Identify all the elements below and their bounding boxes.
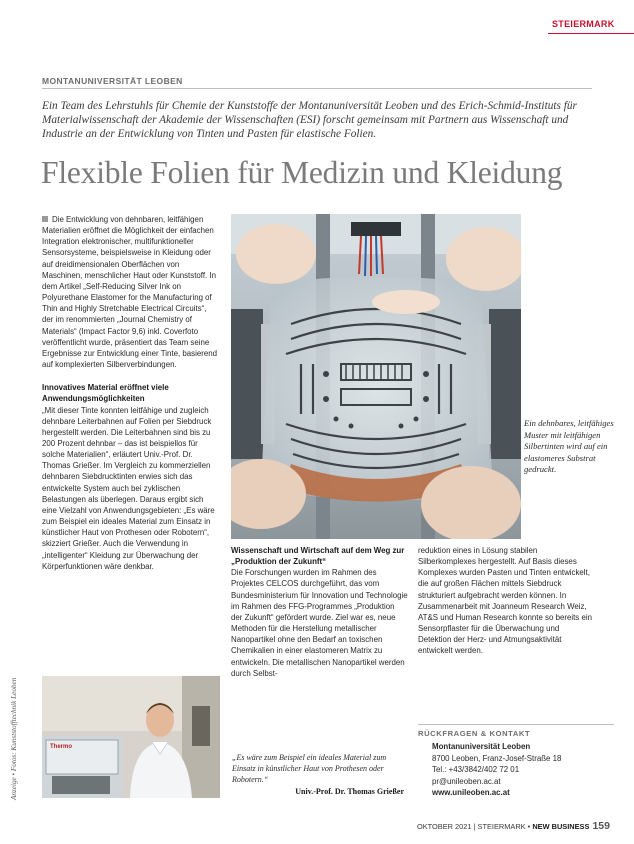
portrait-brand-label: Thermo (50, 744, 73, 750)
page-footer (417, 820, 610, 832)
body-paragraph-2: Die Forschungen wurden im Rahmen des Projektes CELCOS durchgeführt, das vom Bundesministerium für Innovation und Technologie im Rahmen des FFG-Programmes „Produktion der Zukunft“ gefördert wurde. Ziel war es, neue Methoden für die Herstellung metallischer Nanopartikel ohne den Bedarf an toxischen Chemikalien in einer elastomeren Matrix zu entwickeln. Die metallischen Nanopartikel werden durch Selbst- (231, 568, 408, 678)
footer-magazine: NEW BUSINESS (532, 822, 590, 831)
column-2 (231, 545, 408, 679)
page-number: 159 (592, 820, 610, 832)
photo-credit-text: Anzeige • Fotos: Kunststofftechnik Leoben (10, 677, 18, 800)
headline: Flexible Folien für Medizin und Kleidung (41, 155, 563, 190)
subheading-science: Wissenschaft und Wirtschaft auf dem Weg zur „Produktion der Zukunft“ (231, 546, 405, 567)
footer-issue: OKTOBER 2021 (417, 822, 472, 831)
photo-credit (10, 640, 20, 800)
section-tab (548, 18, 634, 34)
contact-phone: Tel.: +43/3842/402 72 01 (432, 765, 520, 775)
contact-email-link[interactable]: pr@unileoben.ac.at (432, 776, 501, 786)
main-photo (231, 214, 521, 539)
photo-caption: Ein dehnbares, leitfähiges Muster mit leitfähigen Silbertinten wird auf ein elastomeres Substrat gedruckt. (524, 418, 614, 475)
contact-address: 8700 Leoben, Franz-Josef-Straße 18 (432, 753, 562, 763)
portrait-photo (42, 676, 220, 798)
pull-quote: „Es wäre zum Beispiel ein ideales Material zum Einsatz in künstlicher Haut von Prothesen oder Robotern.“ (232, 753, 387, 784)
bullet-square-icon (42, 216, 48, 222)
footer-region: STEIERMARK (477, 822, 526, 831)
contact-box (432, 741, 561, 799)
column-1 (42, 214, 218, 572)
portrait-image (42, 676, 220, 798)
body-paragraph-3: reduktion eines in Lösung stabilen Silberkomplexes hergestellt. Auf Basis dieses Komplexes wurden Pasten und Tinten entwickelt, die auf großen Flächen mittels Siebdruck strukturiert aufgebracht werden können. In Zusammenarbeit mit Joanneum Research Weiz, AT&S und Human Research konnte so bereits ein Sensorpflaster für die Überwachung und Detektion der Herz- und Atmungsaktivität entwickelt werden. (418, 546, 592, 656)
kicker: MONTANUNIVERSITÄT LEOBEN (42, 76, 183, 86)
contact-heading: RÜCKFRAGEN & KONTAKT (418, 729, 531, 738)
column-3 (418, 545, 594, 657)
contact-org: Montanuniversität Leoben (432, 742, 531, 751)
stretchable-circuit-photo (231, 214, 521, 539)
pull-quote-author: Univ.-Prof. Dr. Thomas Grießer (295, 787, 404, 796)
subheading-innovative: Innovatives Material eröffnet viele Anwendungsmöglichkeiten (42, 383, 169, 404)
body-paragraph-1: „Mit dieser Tinte konnten leitfähige und zugleich dehnbare Leiterbahnen auf Folien per Siebdruck hergestellt werden. Die Leiterbahnen sind bis zu 200 Prozent dehnbar – das ist beispiellos für solche Materialien“, erläutert Univ.-Prof. Dr. Thomas Grießer. Im Vergleich zu kommerziellen dehnbaren Siebdrucktinten erwies sich das entwickelte System auch bei zyklischen Belastungen als überlegen. Daraus ergibt sich eine Vielzahl von Anwendungsgebieten: „Es wäre zum Beispiel ein ideales Material zum Einsatz in künstlicher Haut von Prothesen oder Robotern“, skizziert Grießer. Auch die Verwendung in „intelligenter“ Kleidung zur Überwachung der Körperfunktionen wäre denkbar. (42, 405, 215, 571)
section-tab-rule (548, 33, 634, 34)
contact-web-link[interactable]: www.unileoben.ac.at (432, 788, 510, 798)
footer-dot: • (527, 822, 531, 831)
kicker-rule (42, 88, 592, 89)
footer-separator: | (473, 822, 476, 831)
lead-paragraph: Ein Team des Lehrstuhls für Chemie der Kunststoffe der Montanuniversität Leoben und des Erich-Schmid-Instituts für Materialwissenschaft der Akademie der Wissenschaften (ESI) forscht gemeinsam mit Partnern aus Wissenschaft und Industrie an der Entwicklung von Tinten und Pasten für elastische Folien. (42, 100, 577, 141)
contact-rule (418, 724, 614, 725)
intro-paragraph: Die Entwicklung von dehnbaren, leitfähigen Materialien eröffnet die Möglichkeit der einfachen Integration elektronischer, multifunktioneller Sensorsysteme, beispielsweise in Kleidung oder auf dreidimensionalen Oberflächen von Maschinen, menschlicher Haut oder Kunststoff. In dem Artikel „Self-Reducing Silver Ink on Polyurethane Elastomer for the Manufacturing of Thin and Highly Stretchable Electrical Circuits“, der im renommierten „Journal Chemistry of Materials“ (Impact Factor 9,6) inkl. Coverfoto veröffentlicht wurde, präsentiert das Team seine Ergebnisse zur Entwicklung einer Tinte, basierend auf komplexierten Silberverbindungen. (42, 215, 218, 370)
section-tab-label: STEIERMARK (552, 19, 615, 29)
